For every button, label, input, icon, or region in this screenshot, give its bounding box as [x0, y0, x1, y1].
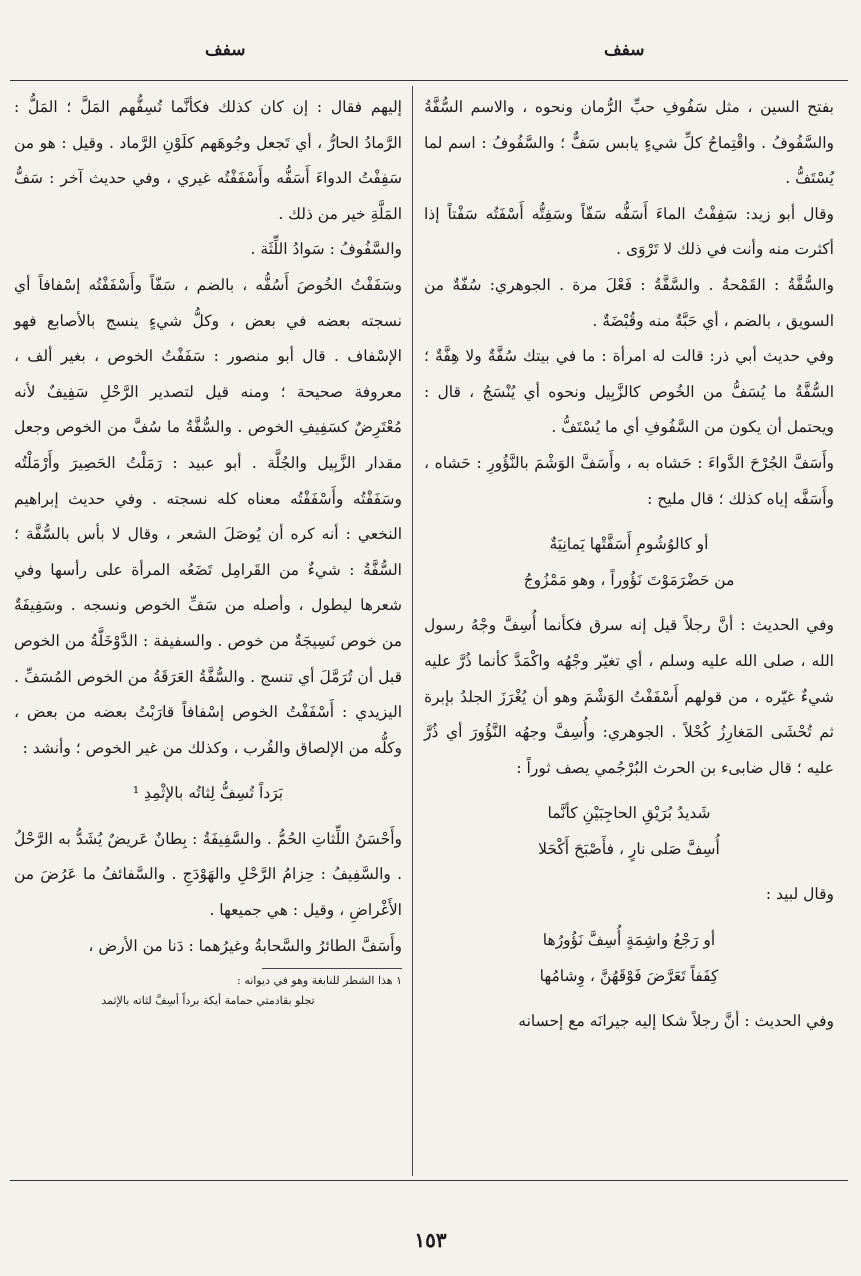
verse — [424, 796, 834, 867]
paragraph: وأَحْسَنُ اللِّثاتِ الحُمُّ . والسَّفِيفَةُ : بِطانٌ عَريضٌ يُشَدُّ به الرَّحْلُ . والسَّفِيفُ : حِزامُ الرَّحْلِ والهَوْدَجِ . والسَّفائفُ ما عَرُضَ من الأَغْراضِ ، وقيل : هي جميعها . — [14, 829, 402, 920]
footnote-verse: تجلو بقادمتي حمامة أيكة برداً أسِفَّ لثاته بالإثمد — [101, 994, 315, 1008]
paragraph: وأَسَفَّ الجُرْحَ الدَّواءَ : حَشاه به ، وأَسَفَّ الوَشْمَ بالنَّؤُورِ : حَشاه ، وأَسَفَّه إياه كذلك ؛ قال مليح : — [424, 453, 834, 508]
footer-rule — [10, 1180, 848, 1181]
header-word-left: سفف — [205, 40, 246, 60]
paragraph: وقال لبيد : — [765, 885, 834, 904]
paragraph: والسَّفُوفُ : سَوادُ اللِّثَة . — [250, 240, 402, 259]
verse-line: شَديدُ بُرَيْقِ الحاجِبَيْنِ كأنَّما — [547, 804, 711, 823]
paragraph: وفي الحديث : أنَّ رجلاً قيل إنه سرق فكأنما أُسِفَّ وجْهُ رسول الله ، صلى الله عليه وسلم ، أي تغيّر وجْهُه واكْمَدَّ كأنما ذُرَّ عليه شيءٌ غيّره ، من قولهم أَسْفَفْتُ الوَشْمَ وهو أن يُغْرَزَ الجلدُ بإبرة ثم تُحْشَى المَغارِزُ كُحْلاً . الجوهري: وأُسِفَّ وجهُه النَّؤُورَ أي ذُرَّ عليه ؛ قال ضابىء بن الحرث البُرْجُمي يصف ثوراً : — [424, 616, 834, 777]
footnote-rule — [262, 968, 402, 969]
verse-line: أُسِفَّ صَلى نارٍ ، فأَصْبَحَ أَكْحَلا — [538, 839, 720, 858]
header-rule — [10, 80, 848, 81]
paragraph: وفي الحديث : أنَّ رجلاً شكا إليه جيرانَه مع إحسانه — [518, 1012, 834, 1031]
page-number: ١٥٣ — [414, 1228, 447, 1252]
paragraph: والسُّفَّةُ : القَمْحةُ . والسَّفَّةُ : فَعْلَ مرة . الجوهري: سُفّةٌ من السويق ، بالضم ، أي حَبَّةٌ منه وقُبْضَةٌ . — [424, 275, 834, 330]
paragraph: وأَسَفَّ الطائرُ والسَّحابةُ وغيرُهما : دَنا من الأرض ، — [88, 936, 402, 955]
footnote — [14, 971, 402, 1011]
verse-line: أو كالوُشُومِ أَسَفَّتْها يَمانِيَةٌ — [549, 535, 709, 554]
header-word-right: سفف — [604, 40, 645, 60]
paragraph: وقال أبو زيد: سَفِفْتُ الماءَ أَسَفُّه سَفّاً وسَفِتُّه أَسْفَتُه سَفْتاً إذا أكثرت منه وأنت في ذلك لا تَرْوَى . — [424, 204, 834, 259]
verse — [424, 923, 834, 994]
paragraph: وفي حديث أبي ذر: قالت له امرأة : ما في بيتك سُفَّةٌ ولا هِفَّةٌ ؛ السُّفَّةُ ما يُسَفُّ من الخُوص كالزَّبِيل ونحوه أي يُنْسَجُ ، قال : ويحتمل أن يكون من السَّفُوفِ أي ما يُسْتَفُّ . — [424, 347, 834, 437]
left-column — [14, 90, 402, 1011]
verse-line: من حَضْرَمَوْتَ نَؤُوراً ، وهو مَمْزُوجُ — [523, 570, 735, 589]
paragraph: وسَفَفْتُ الخُوصَ أَسُفُّه ، بالضم ، سَفّاً وأَسْفَفْتُه إسْفافاً أي نسجته بعضه في بعض ، وكلُّ شيءٍ ينسج بالأصابع فهو الإسْفاف . قال أبو منصور : سَفَفْتُ الخوص ، بغير ألف ، معروفة صحيحة ؛ ومنه قيل لتصدير الرَّحْلِ سَفِيفٌ لأنه مُعْتَرِضٌ كسَفِيفِ الخوص . والسُّفَّةُ ما سُفَّ من الخوص وجعل مقدار الزَّبِيل والجُلَّة . أبو عبيد : رَمَلْتُ الحَصِيرَ وأَرْمَلْتُه وسَفَفْتُه وأَسْفَفْتُه معناه كله نسجته . وفي حديث إبراهيم النخعي : أنه كره أن يُوصَلَ الشعر ، وقال لا بأس بالسُّفَّة ؛ السُّفَّةُ : شيءٌ من القَرامِل تَضَعُه المرأة على رأسها وفي شعرها ليطول ، وأصله من سَفِّ الخوص ونسجه . وسَفِيفَةٌ من خوص نَسِيجَةٌ من خوص . والسفيفة : الدَّوْخَلَّةُ من الخوص قبل أن تُرَمَّلَ أي تنسج . والسُّفَّةُ العَرَقَةُ من الخوص المُسَفِّ . اليزيدي : أَسْفَفْتُ الخوص إسْفافاً قارَبْتُ بعضه من بعض ، وكلُّه من الإلصاق والقُرب ، وكذلك من غير الخوص ؛ وأنشد : — [14, 275, 402, 757]
right-column — [424, 90, 834, 1040]
paragraph: بفتح السين ، مثل سَفُوفِ حبِّ الرُّمان ونحوه ، والاسم السُّفَّةُ والسَّفُوفُ . واقْتِماحُ كلِّ شيءٍ يابس سَفٌّ ؛ والسَّفُوفُ : اسم لما يُسْتَفُّ . — [424, 98, 834, 188]
footnote-text: ١ هذا الشطر للنابغة وهو في ديوانه : — [237, 974, 402, 988]
verse-line: كِفَفاً تَعَرَّضَ فَوْقَهُنَّ ، وِشامُها — [539, 966, 719, 985]
paragraph: إليهم فقال : إن كان كذلك فكأنَّما تُسِفُّهم المَلَّ ؛ المَلُّ : الرَّمادُ الحارُّ ، أي تَجعل وجُوهَهم كلَوْنِ الرَّماد . وقيل : هو من سَفِفْتُ الدواءَ أَسَفُّه وأَسْفَفْتُه غيري ، وفي حديث آخر : سَفُّ المَلَّةِ خير من ذلك . — [14, 98, 402, 223]
verse — [424, 527, 834, 598]
column-divider — [412, 86, 413, 1176]
verse-line: بَرَداً تُسِفُّ لِثاتُه بالإثْمِدِ ¹ — [132, 784, 284, 803]
verse-line: أو رَجْعُ واشِمَةٍ أُسِفَّ نَؤُورُها — [542, 931, 716, 950]
